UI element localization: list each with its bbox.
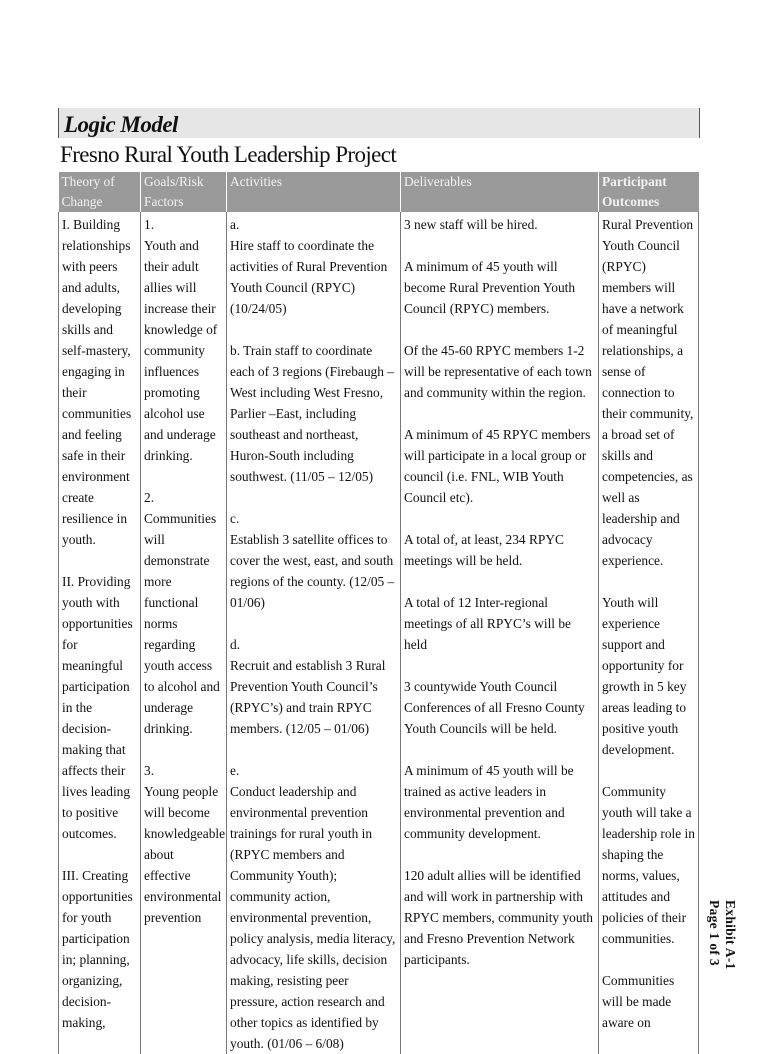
deliverable-item: 3 new staff will be hired. xyxy=(404,217,538,232)
activity-text: Recruit and establish 3 Rural Prevention Youth Council’s (RPYC’s) and train RPYC members. (12/05 – 01/06) xyxy=(230,658,386,736)
header-row xyxy=(59,172,699,212)
table-row xyxy=(59,212,699,1054)
page-subtitle: Fresno Rural Youth Leadership Project xyxy=(60,142,397,167)
logic-model-table xyxy=(58,172,699,1054)
header-participant-outcomes: Participant Outcomes xyxy=(599,172,699,212)
goal-text: Communities will demonstrate more functional norms regarding youth access to alcohol and underage drinking. xyxy=(144,511,220,736)
theory-item: I. Building relationships with peers and adults, developing skills and self-mastery, engaging in their communities and feeling safe in their environment create resilience in youth. xyxy=(62,217,132,547)
goal-text: Youth and their adult allies will increase their knowledge of community influences promoting alcohol use and underage drinking. xyxy=(144,238,218,463)
deliverable-item: Of the 45-60 RPYC members 1-2 will be representative of each town and community within the region. xyxy=(404,343,592,400)
outcome-item: Rural Prevention Youth Council (RPYC) members will have a network of meaningful relationships, a sense of connection to their community, a broad set of skills and competencies, as well as leadership and advocacy experience. xyxy=(602,217,694,568)
deliverable-item: A total of, at least, 234 RPYC meetings will be held. xyxy=(404,532,564,568)
theory-item: II. Providing youth with opportunities for meaningful participation in the decision-making that affects their lives leading to positive outcomes. xyxy=(62,574,133,841)
deliverable-item: 120 adult allies will be identified and will work in partnership with RPYC members, community youth and Fresno Prevention Network participants. xyxy=(404,868,593,967)
goal-text: Young people will become knowledgeable about effective environmental prevention xyxy=(144,784,226,925)
activity-label: c. xyxy=(230,511,240,526)
theory-of-change-cell xyxy=(59,212,141,1054)
goal-number: 1. xyxy=(144,217,155,232)
activity-text: b. Train staff to coordinate each of 3 regions (Firebaugh –West including West Fresno, Parlier –East, including southeast and northeast, Huron-South including southwest. (11/05 – 12/05) xyxy=(230,343,394,484)
activity-label: d. xyxy=(230,637,241,652)
activity-label: a. xyxy=(230,217,240,232)
outcome-item: Community youth will take a leadership role in shaping the norms, values, attitudes and policies of their communities. xyxy=(602,784,695,946)
header-goals-risk-factors: Goals/Risk Factors xyxy=(141,172,227,212)
activity-text: Establish 3 satellite offices to cover the west, east, and south regions of the county. (12/05 – 01/06) xyxy=(230,532,395,610)
deliverable-item: A minimum of 45 youth will become Rural Prevention Youth Council (RPYC) members. xyxy=(404,259,576,316)
deliverable-item: A total of 12 Inter-regional meetings of all RPYC’s will be held xyxy=(404,595,572,652)
page-title: Logic Model xyxy=(64,112,178,137)
header-theory-of-change: Theory of Change xyxy=(59,172,141,212)
outcome-item: Communities will be made aware on xyxy=(602,973,675,1030)
header-deliverables: Deliverables xyxy=(401,172,599,212)
activity-text: Hire staff to coordinate the activities of Rural Prevention Youth Council (RPYC) (10/24/05) xyxy=(230,238,388,316)
theory-item: III. Creating opportunities for youth participation in; planning, organizing, decision-making, xyxy=(62,868,133,1030)
activities-cell xyxy=(227,212,401,1054)
deliverable-item: A minimum of 45 youth will be trained as active leaders in environmental prevention and community development. xyxy=(404,763,574,841)
goal-number: 2. xyxy=(144,490,155,505)
exhibit-line: Exhibit A-1 xyxy=(723,900,738,970)
deliverable-item: A minimum of 45 RPYC members will participate in a local group or council (i.e. FNL, WIB Youth Council etc). xyxy=(404,427,591,505)
deliverables-cell xyxy=(401,212,599,1054)
page-number: Page 1 of 3 xyxy=(707,900,722,966)
outcomes-cell xyxy=(599,212,699,1054)
header-activities: Activities xyxy=(227,172,401,212)
activity-text: Conduct leadership and environmental prevention trainings for rural youth in (RPYC members and Community Youth); community action, environmental prevention, policy analysis, media literacy, advocacy, life skills, decision making, resisting peer pressure, action research and other topics as identified by youth. (01/06 – 6/08) xyxy=(230,784,396,1051)
exhibit-label xyxy=(704,900,752,990)
goals-cell xyxy=(141,212,227,1054)
outcome-item: Youth will experience support and opportunity for growth in 5 key areas leading to positive youth development. xyxy=(602,595,687,757)
goal-number: 3. xyxy=(144,763,155,778)
activity-label: e. xyxy=(230,763,240,778)
deliverable-item: 3 countywide Youth Council Conferences of all Fresno County Youth Councils will be held. xyxy=(404,679,585,736)
